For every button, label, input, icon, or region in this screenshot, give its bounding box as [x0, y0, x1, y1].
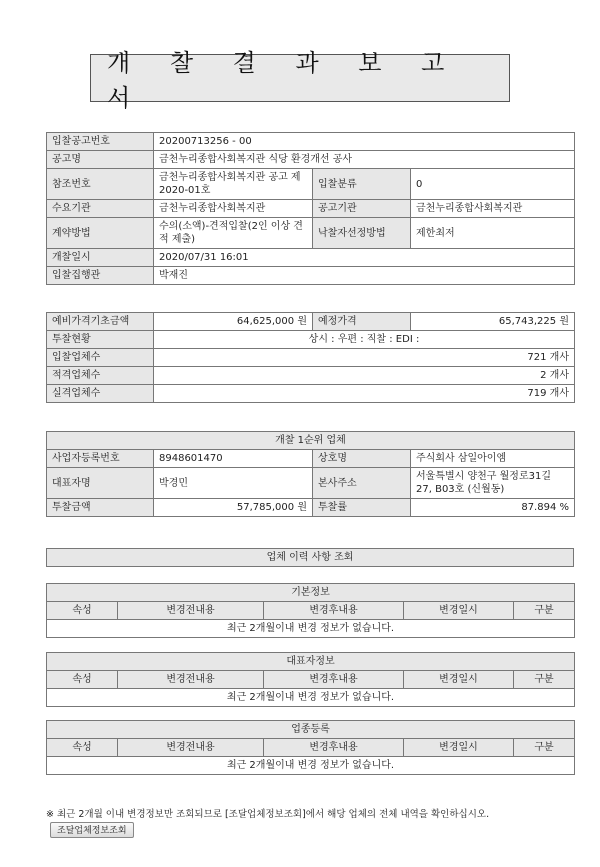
bid-class-label: 입찰분류: [313, 169, 411, 200]
winner-header: 개찰 1순위 업체: [47, 432, 575, 450]
amount-value: 57,785,000 원: [154, 499, 313, 517]
notice-name-value: 금천누리종합사회복지관 식당 환경개선 공사: [154, 151, 575, 169]
rate-value: 87.894 %: [411, 499, 575, 517]
bid-no-value: 20200713256 - 00: [154, 133, 575, 151]
supplier-lookup-button[interactable]: 조달업체정보조회: [50, 822, 134, 838]
notice-org-label: 공고기관: [313, 200, 411, 218]
ref-no-label: 참조번호: [47, 169, 154, 200]
history-ceo-table: [46, 652, 575, 707]
notice-name-label: 공고명: [47, 151, 154, 169]
price-table: [46, 312, 575, 403]
col-after: 변경후내용: [264, 671, 404, 689]
winner-table: [46, 431, 575, 517]
history-basic-empty: 최근 2개월이내 변경 정보가 없습니다.: [47, 620, 575, 638]
ceo-label: 대표자명: [47, 468, 154, 499]
disqualified-value: 719 개사: [154, 385, 575, 403]
open-date-label: 개찰일시: [47, 249, 154, 267]
history-banner: 업체 이력 사항 조회: [46, 548, 574, 567]
officer-label: 입찰집행관: [47, 267, 154, 285]
officer-value: 박재진: [154, 267, 575, 285]
ref-no-value: 금천누리종합사회복지관 공고 제2020-01호: [154, 169, 313, 200]
demand-org-value: 금천누리종합사회복지관: [154, 200, 313, 218]
bid-class-value: 0: [411, 169, 575, 200]
bidders-value: 721 개사: [154, 349, 575, 367]
bid-no-label: 입찰공고번호: [47, 133, 154, 151]
notice-org-value: 금천누리종합사회복지관: [411, 200, 575, 218]
col-attribute: 속성: [47, 671, 118, 689]
history-industry-title: 업종등록: [47, 721, 575, 739]
col-before: 변경전내용: [118, 602, 264, 620]
footer-note: ※ 최근 2개월 이내 변경정보만 조회되므로 [조달업체정보조회]에서 해당 업체의 전체 내역을 확인하십시오.: [46, 809, 490, 820]
qualified-label: 적격업체수: [47, 367, 154, 385]
contract-method-label: 계약방법: [47, 218, 154, 249]
col-before: 변경전내용: [118, 671, 264, 689]
ceo-value: 박경민: [154, 468, 313, 499]
history-basic-table: [46, 583, 575, 638]
col-date: 변경일시: [404, 671, 514, 689]
contract-method-value: 수의(소액)-견적입찰(2인 이상 견적 제출): [154, 218, 313, 249]
estimated-price-label: 예정가격: [313, 313, 411, 331]
award-method-value: 제한최저: [411, 218, 575, 249]
biz-no-value: 8948601470: [154, 450, 313, 468]
col-type: 구분: [514, 602, 575, 620]
bid-status-label: 투찰현황: [47, 331, 154, 349]
report-title: 개 찰 결 과 보 고 서: [90, 54, 510, 102]
company-value: 주식회사 삼일아이엠: [411, 450, 575, 468]
col-before: 변경전내용: [118, 739, 264, 757]
history-industry-empty: 최근 2개월이내 변경 정보가 없습니다.: [47, 757, 575, 775]
history-ceo-empty: 최근 2개월이내 변경 정보가 없습니다.: [47, 689, 575, 707]
base-price-label: 예비가격기초금액: [47, 313, 154, 331]
col-date: 변경일시: [404, 739, 514, 757]
biz-no-label: 사업자등록번호: [47, 450, 154, 468]
history-basic-title: 기본정보: [47, 584, 575, 602]
address-label: 본사주소: [313, 468, 411, 499]
address-value: 서울특별시 양천구 월정로31길 27, B03호 (신월동): [411, 468, 575, 499]
col-attribute: 속성: [47, 739, 118, 757]
col-after: 변경후내용: [264, 602, 404, 620]
disqualified-label: 실격업체수: [47, 385, 154, 403]
col-attribute: 속성: [47, 602, 118, 620]
demand-org-label: 수요기관: [47, 200, 154, 218]
col-after: 변경후내용: [264, 739, 404, 757]
history-industry-table: [46, 720, 575, 775]
bid-status-value: 상시 : 우편 : 직찰 : EDI :: [154, 331, 575, 349]
col-date: 변경일시: [404, 602, 514, 620]
amount-label: 투찰금액: [47, 499, 154, 517]
qualified-value: 2 개사: [154, 367, 575, 385]
rate-label: 투찰률: [313, 499, 411, 517]
open-date-value: 2020/07/31 16:01: [154, 249, 575, 267]
bid-info-table: [46, 132, 575, 285]
history-ceo-title: 대표자정보: [47, 653, 575, 671]
col-type: 구분: [514, 739, 575, 757]
company-label: 상호명: [313, 450, 411, 468]
bidders-label: 입찰업체수: [47, 349, 154, 367]
estimated-price-value: 65,743,225 원: [411, 313, 575, 331]
award-method-label: 낙찰자선정방법: [313, 218, 411, 249]
col-type: 구분: [514, 671, 575, 689]
base-price-value: 64,625,000 원: [154, 313, 313, 331]
